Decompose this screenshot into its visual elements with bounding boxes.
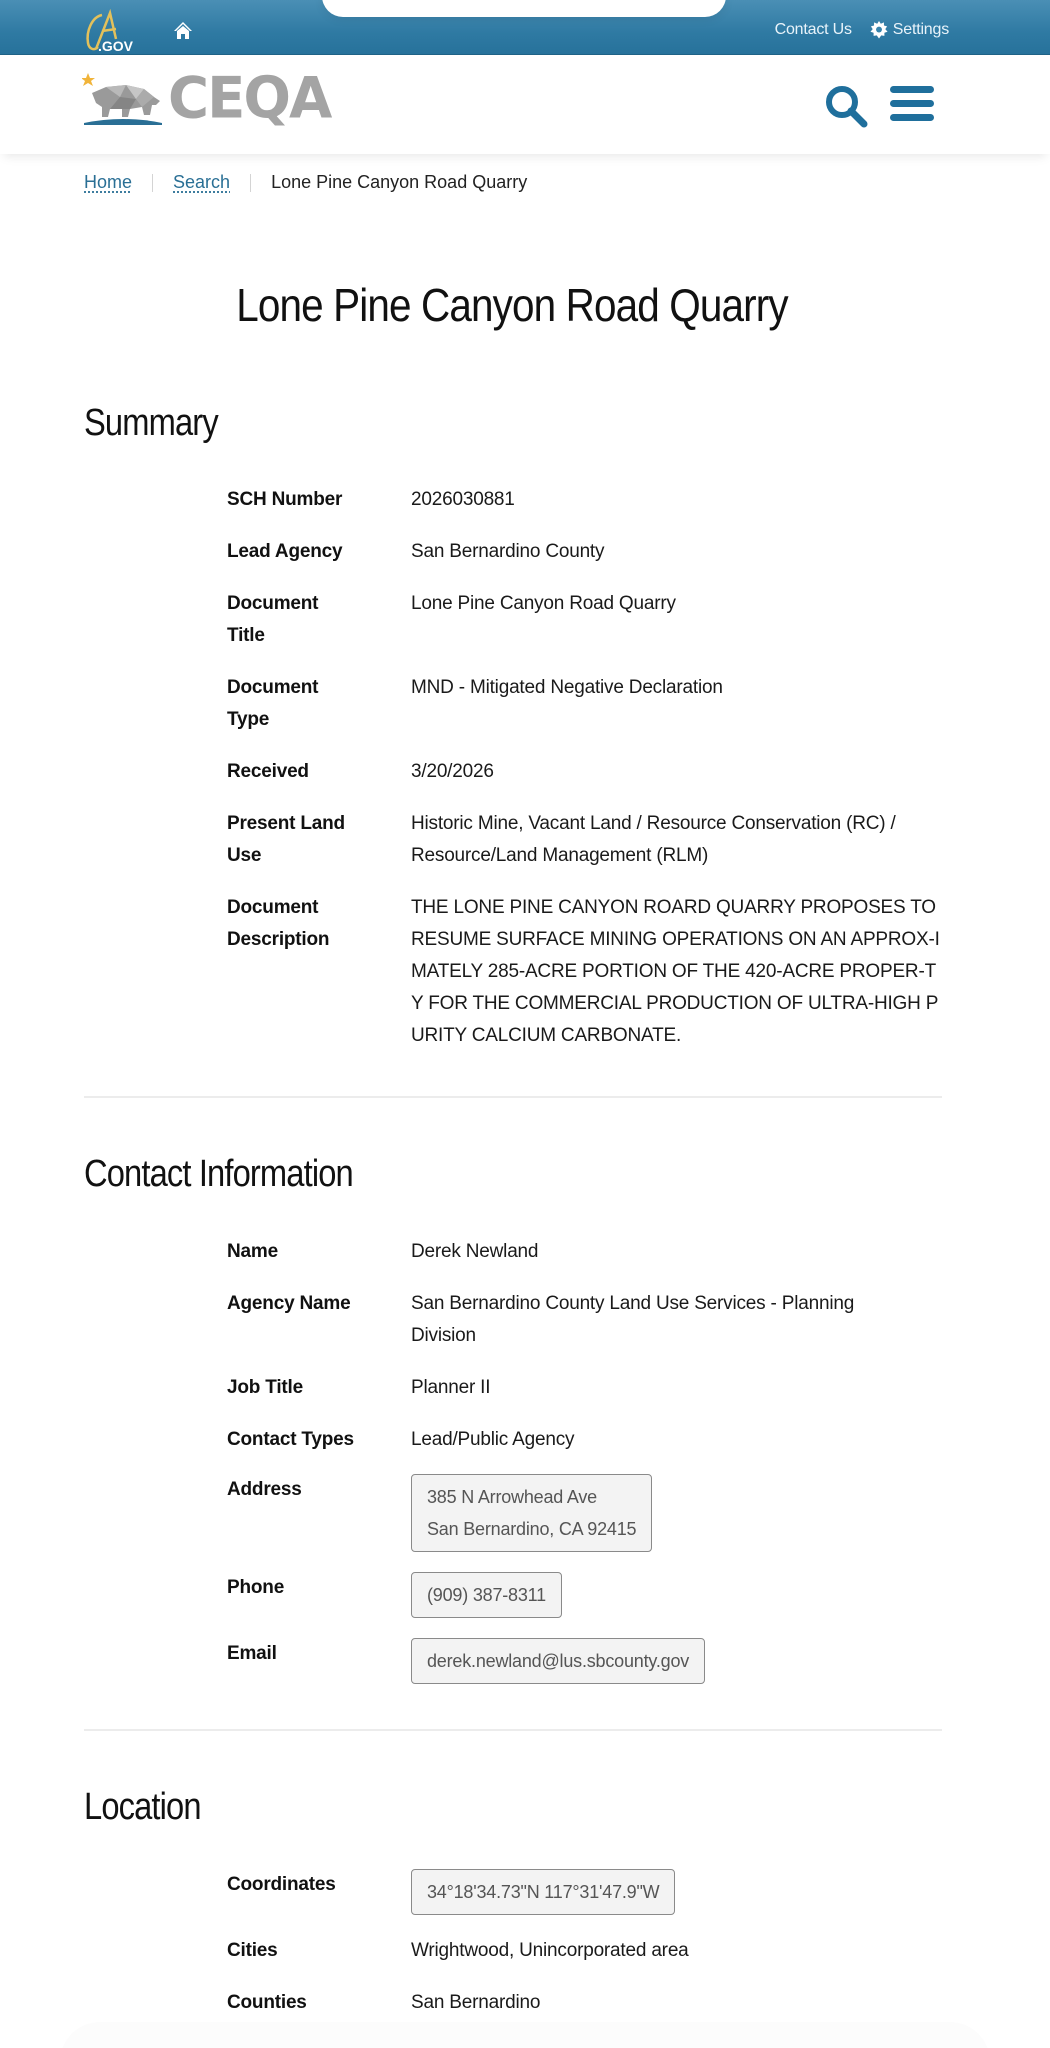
field-label: Counties xyxy=(227,1992,307,2013)
summary-row xyxy=(227,892,947,1052)
field-label: Coordinates xyxy=(227,1874,336,1895)
svg-text:.GOV: .GOV xyxy=(98,38,134,53)
field-label: Job Title xyxy=(227,1377,303,1398)
agency-name-value: San Bernardino County Land Use Services - Planning Division xyxy=(411,1293,855,1346)
contact-row xyxy=(227,1474,947,1552)
document-description-value: THE LONE PINE CANYON ROARD QUARRY PROPOSES TO RESUME SURFACE MINING OPERATIONS ON AN APPROX-IMATELY 285-ACRE PORTION OF THE 420-ACRE PROPER-TY FOR THE COMMERCIAL PRODUCTION OF ULTRA-HIGH PURITY CALCIUM CARBONATE. xyxy=(411,897,940,1046)
present-land-use-value: Historic Mine, Vacant Land / Resource Conservation (RC) / Resource/Land Management (RLM) xyxy=(411,813,896,866)
breadcrumb-home[interactable]: Home xyxy=(84,172,133,192)
sch-number-value: 2026030881 xyxy=(411,489,515,510)
phone-box[interactable]: (909) 387-8311 xyxy=(411,1572,562,1618)
contact-row xyxy=(227,1288,947,1352)
device-notch xyxy=(322,0,726,17)
bottom-overlay xyxy=(60,2022,990,2048)
location-heading: Location xyxy=(84,1786,201,1828)
summary-row xyxy=(227,484,947,516)
breadcrumb-current: Lone Pine Canyon Road Quarry xyxy=(271,172,528,192)
location-list xyxy=(227,1869,947,2039)
section-divider xyxy=(84,1729,942,1731)
summary-row xyxy=(227,588,947,652)
email-box[interactable]: derek.newland@lus.sbcounty.gov xyxy=(411,1638,705,1684)
field-label: Document Description xyxy=(227,897,330,950)
summary-list xyxy=(227,484,947,1072)
contact-list xyxy=(227,1236,947,1704)
coordinates-box[interactable]: 34°18'34.73"N 117°31'47.9"W xyxy=(411,1869,675,1915)
document-title-value: Lone Pine Canyon Road Quarry xyxy=(411,593,676,614)
home-icon[interactable] xyxy=(172,20,194,42)
field-label: Present Land Use xyxy=(227,813,345,866)
page-title: Lone Pine Canyon Road Quarry xyxy=(236,279,788,331)
breadcrumb xyxy=(84,172,527,193)
summary-row xyxy=(227,536,947,568)
field-label: Address xyxy=(227,1479,302,1500)
breadcrumb-separator xyxy=(250,174,251,192)
breadcrumb-separator xyxy=(152,174,153,192)
contact-row xyxy=(227,1372,947,1404)
summary-row xyxy=(227,808,947,872)
received-value: 3/20/2026 xyxy=(411,761,494,782)
location-row xyxy=(227,1987,947,2019)
summary-row xyxy=(227,756,947,788)
job-title-value: Planner II xyxy=(411,1377,491,1398)
field-label: Lead Agency xyxy=(227,541,343,562)
address-line-2: San Bernardino, CA 92415 xyxy=(427,1519,637,1539)
site-header xyxy=(0,56,1050,154)
field-label: Document Type xyxy=(227,677,319,730)
field-label: SCH Number xyxy=(227,489,343,510)
cities-value: Wrightwood, Unincorporated area xyxy=(411,1940,689,1961)
field-label: Email xyxy=(227,1643,277,1664)
contact-name-value: Derek Newland xyxy=(411,1241,539,1262)
field-label: Cities xyxy=(227,1940,278,1961)
location-row xyxy=(227,1935,947,1967)
counties-value: San Bernardino xyxy=(411,1992,541,2013)
address-box[interactable] xyxy=(411,1474,652,1552)
field-label: Name xyxy=(227,1241,278,1262)
ceqa-wordmark: CEQA xyxy=(168,65,331,132)
contact-types-value: Lead/Public Agency xyxy=(411,1429,575,1450)
settings-button[interactable] xyxy=(870,21,949,39)
search-button[interactable] xyxy=(822,82,870,130)
section-divider xyxy=(84,1096,942,1098)
summary-row xyxy=(227,672,947,736)
contact-row xyxy=(227,1572,947,1618)
field-label: Contact Types xyxy=(227,1429,354,1450)
breadcrumb-search[interactable]: Search xyxy=(173,172,231,192)
hamburger-menu-icon xyxy=(888,84,936,124)
contact-us-link[interactable]: Contact Us xyxy=(774,21,852,38)
menu-button[interactable] xyxy=(888,84,936,124)
field-label: Received xyxy=(227,761,309,782)
field-label: Phone xyxy=(227,1577,285,1598)
contact-row xyxy=(227,1236,947,1268)
ceqa-logo[interactable] xyxy=(82,65,331,132)
bear-icon xyxy=(82,71,164,127)
location-row xyxy=(227,1869,947,1915)
contact-heading: Contact Information xyxy=(84,1153,353,1195)
ca-gov-logo[interactable] xyxy=(82,9,144,53)
field-label: Agency Name xyxy=(227,1293,351,1314)
summary-heading: Summary xyxy=(84,402,218,444)
settings-label: Settings xyxy=(892,21,949,38)
document-type-value: MND - Mitigated Negative Declaration xyxy=(411,677,723,698)
contact-row xyxy=(227,1424,947,1456)
gear-icon xyxy=(870,21,888,39)
search-icon xyxy=(822,82,870,130)
contact-row xyxy=(227,1638,947,1684)
address-line-1: 385 N Arrowhead Ave xyxy=(427,1487,597,1507)
field-label: Document Title xyxy=(227,593,319,646)
lead-agency-value: San Bernardino County xyxy=(411,541,605,562)
